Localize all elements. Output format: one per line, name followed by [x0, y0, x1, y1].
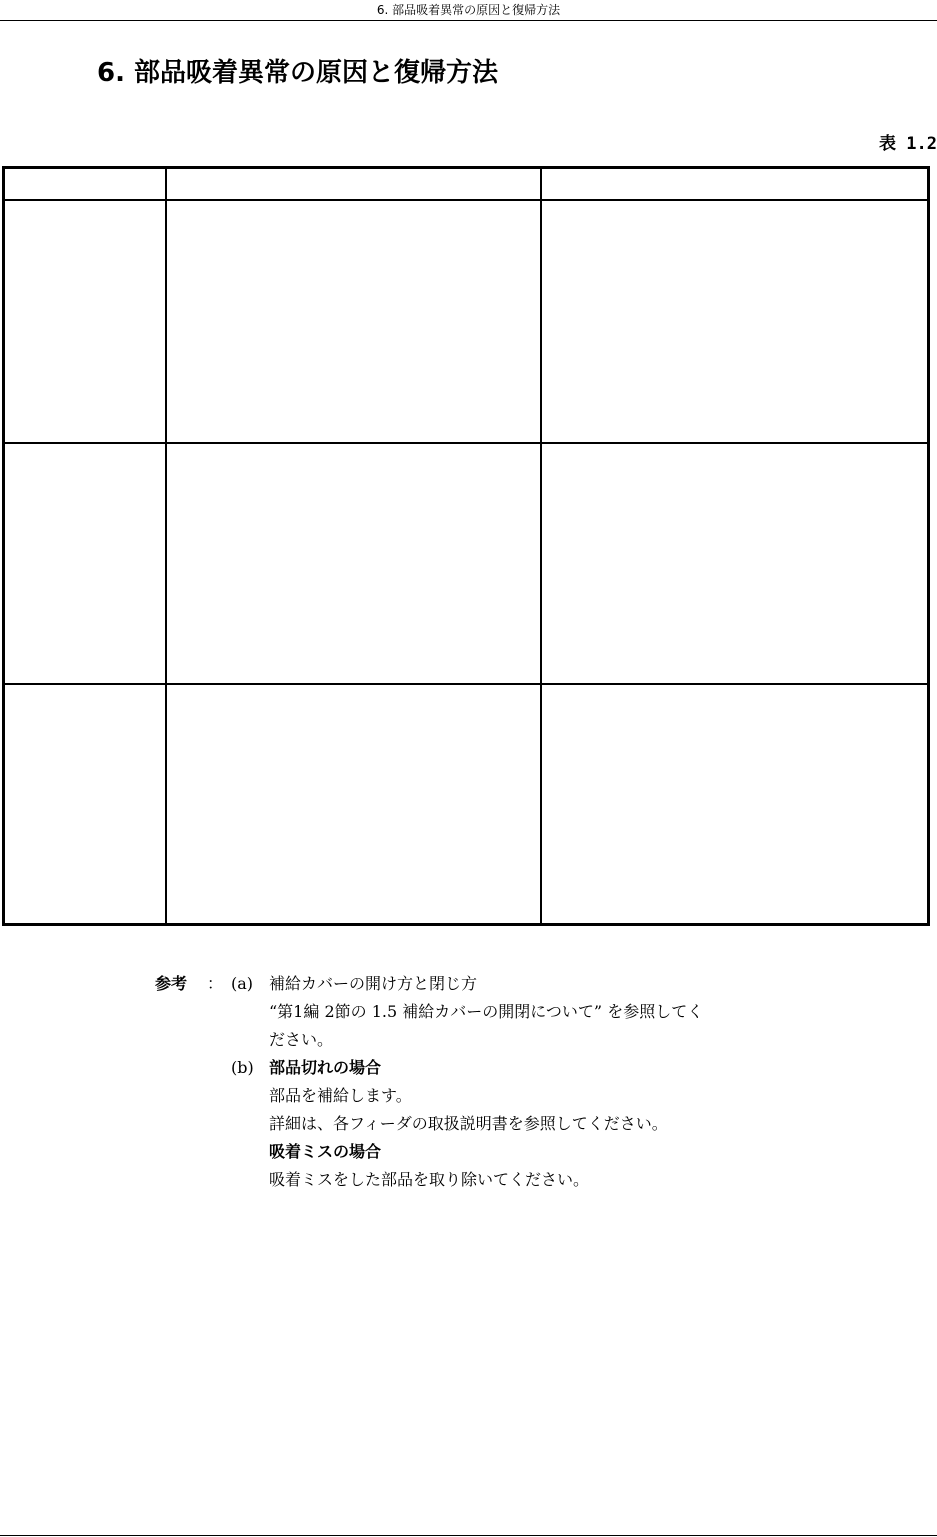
notes-section — [155, 970, 855, 1194]
note-line — [155, 1110, 855, 1138]
note-line — [155, 1026, 855, 1054]
table-column-divider — [165, 169, 167, 923]
item-marker: (a) — [231, 974, 254, 993]
table-row-divider — [5, 683, 927, 685]
note-item-b — [155, 1054, 855, 1082]
note-line — [155, 998, 855, 1026]
header-rule — [0, 20, 937, 21]
item-text-line: “第1編 2節の 1.5 補給カバーの開閉について” を参照してく — [269, 1002, 704, 1021]
item-text-line: 吸着ミスをした部品を取り除いてください。 — [269, 1170, 590, 1189]
running-header: 6. 部品吸着異常の原因と復帰方法 — [376, 3, 561, 17]
item-heading: 吸着ミスの場合 — [269, 1142, 382, 1161]
notes-colon: ： — [207, 974, 224, 993]
item-heading: 部品切れの場合 — [269, 1058, 382, 1077]
item-text-line: 詳細は、各フィーダの取扱説明書を参照してください。 — [269, 1114, 668, 1133]
item-title: 補給カバーの開け方と閉じ方 — [269, 974, 478, 993]
table-grid — [2, 166, 930, 926]
note-line — [155, 1138, 855, 1166]
note-line — [155, 1082, 855, 1110]
notes-label: 参考 — [155, 974, 188, 993]
chapter-title: 6. 部品吸着異常の原因と復帰方法 — [97, 58, 499, 88]
item-text-line: ださい。 — [269, 1030, 334, 1049]
table-row-divider — [5, 442, 927, 444]
footer-rule — [0, 1535, 937, 1536]
table-header-divider — [5, 199, 927, 201]
note-line — [155, 1166, 855, 1194]
item-marker: (b) — [231, 1058, 254, 1077]
item-text-line: 部品を補給します。 — [269, 1086, 412, 1105]
note-item-a — [155, 970, 855, 998]
table-column-divider — [540, 169, 542, 923]
table-label: 表 1.2 — [879, 134, 937, 154]
